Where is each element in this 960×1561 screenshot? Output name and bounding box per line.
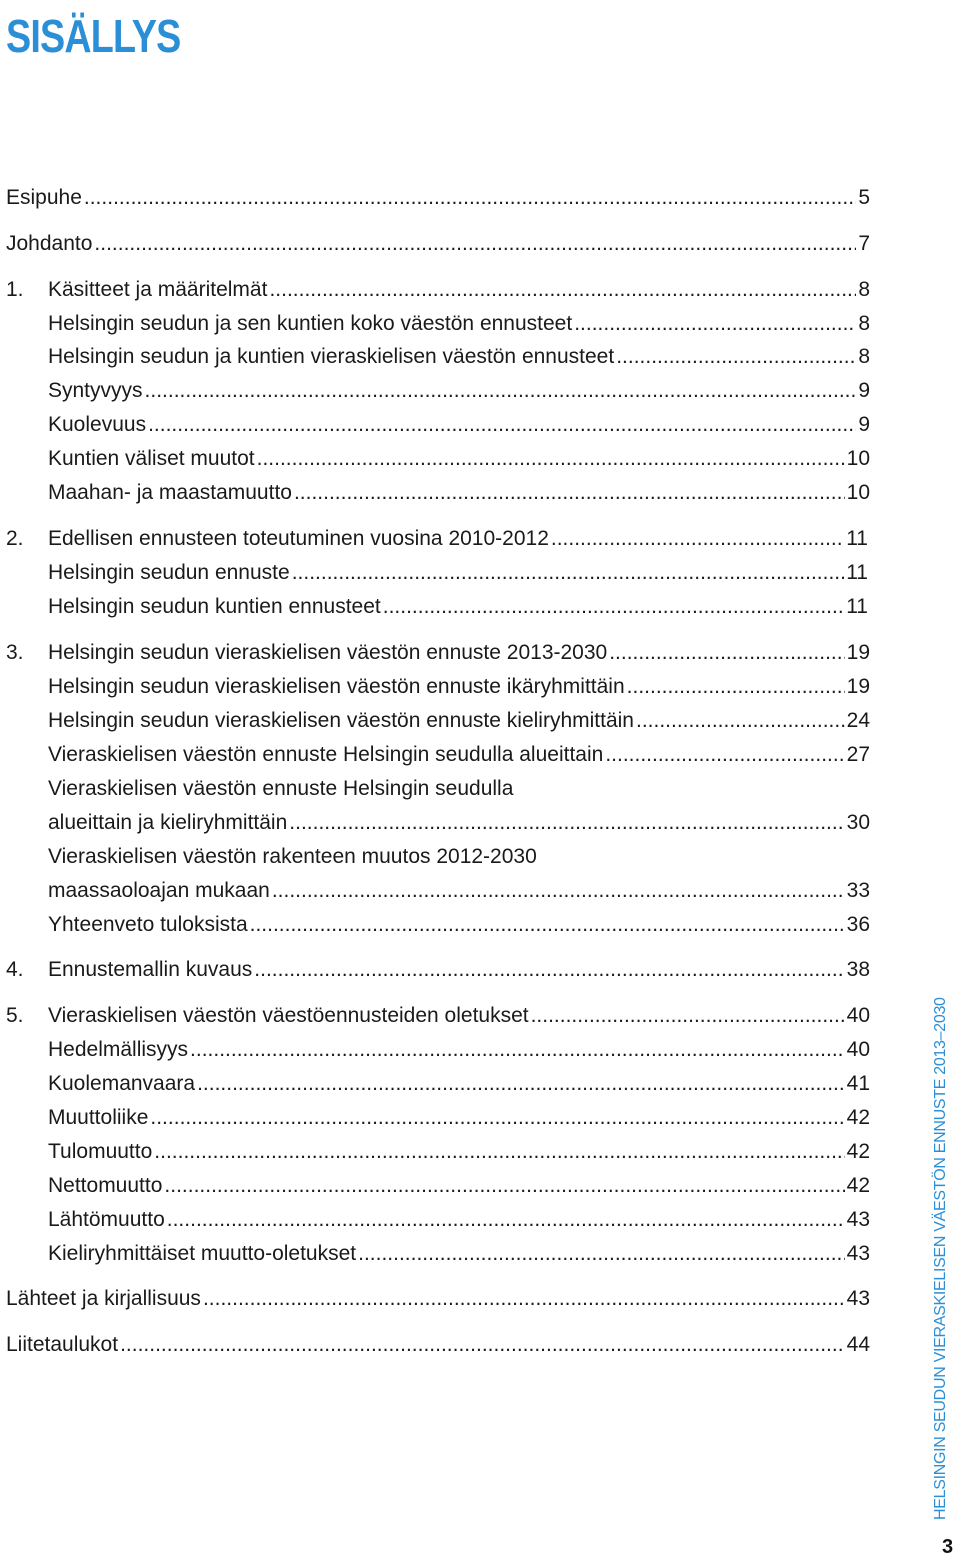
toc-entry-page: 19 [846, 675, 870, 698]
toc-entry-page: 7 [858, 232, 870, 255]
toc-entry[interactable] [48, 1137, 870, 1167]
toc-entry[interactable] [48, 444, 870, 474]
toc-leader-dots [148, 410, 856, 440]
toc-leader-dots [292, 558, 845, 588]
toc-entry-text: Maahan- ja maastamuutto [48, 481, 292, 504]
toc-entry-section-3[interactable] [6, 638, 870, 668]
toc-leader-dots [358, 1239, 845, 1269]
toc-entry[interactable] [48, 910, 870, 940]
toc-entry[interactable] [48, 672, 870, 702]
toc-entry[interactable] [48, 309, 870, 339]
toc-entry[interactable] [48, 1171, 870, 1201]
toc-entry-text: Helsingin seudun ja sen kuntien koko väestön ennusteet [48, 312, 573, 335]
toc-entry-liitetaulukot[interactable] [6, 1330, 870, 1360]
toc-entry-text: Helsingin seudun ennuste [48, 561, 290, 584]
toc-leader-dots [289, 808, 844, 838]
toc-entry-page: 36 [846, 913, 870, 936]
toc-entry[interactable] [48, 740, 870, 770]
toc-entry-text: Muuttoliike [48, 1106, 149, 1129]
toc-entry-number: 4. [6, 958, 24, 981]
toc-entry-text: Vieraskielisen väestön väestöennusteiden oletukset [48, 1004, 529, 1027]
toc-entry-page: 43 [846, 1208, 870, 1231]
toc-entry-page: 43 [846, 1242, 870, 1265]
toc-entry-text: Syntyvyys [48, 379, 143, 402]
toc-leader-dots [294, 478, 845, 508]
toc-entry-number: 1. [6, 278, 24, 301]
toc-entry-first-line[interactable]: Vieraskielisen väestön rakenteen muutos 2012-2030 [48, 845, 537, 868]
toc-entry-page: 30 [846, 811, 870, 834]
toc-leader-dots [154, 1137, 844, 1167]
toc-leader-dots [609, 638, 844, 668]
toc-entry-section-4[interactable] [6, 955, 870, 985]
toc-entry-page: 33 [846, 879, 870, 902]
toc-leader-dots [531, 1001, 845, 1031]
toc-leader-dots [636, 706, 845, 736]
toc-entry-text: Kuntien väliset muutot [48, 447, 255, 470]
toc-entry-text: Hedelmällisyys [48, 1038, 189, 1061]
toc-entry[interactable] [48, 1205, 870, 1235]
toc-entry-text: Edellisen ennusteen toteutuminen vuosina 2010-2012 [48, 527, 549, 550]
toc-entry-text: Helsingin seudun ja kuntien vieraskielisen väestön ennusteet [48, 345, 615, 368]
toc-entry-page: 42 [846, 1140, 870, 1163]
toc-entry-page: 43 [846, 1287, 870, 1310]
toc-leader-dots [150, 1103, 844, 1133]
toc-entry-page: 40 [846, 1004, 870, 1027]
toc-entry-page: 42 [846, 1106, 870, 1129]
toc-entry[interactable] [48, 410, 870, 440]
toc-entry-page: 10 [846, 481, 870, 504]
toc-leader-dots [616, 342, 856, 372]
toc-leader-dots [94, 229, 856, 259]
toc-leader-dots [383, 592, 844, 622]
toc-leader-dots [627, 672, 845, 702]
toc-entry-text: Kuolevuus [48, 413, 147, 436]
toc-entry-page: 19 [846, 641, 870, 664]
toc-entry-text: Yhteenveto tuloksista [48, 913, 248, 936]
toc-entry-johdanto[interactable] [6, 229, 870, 259]
toc-entry-number: 5. [6, 1004, 24, 1027]
toc-entry[interactable] [48, 876, 870, 906]
toc-leader-dots [197, 1069, 845, 1099]
toc-entry[interactable] [48, 376, 870, 406]
toc-leader-dots [145, 376, 857, 406]
toc-entry[interactable] [48, 558, 868, 588]
toc-entry-page: 11 [846, 561, 868, 584]
toc-entry[interactable] [48, 1103, 870, 1133]
toc-entry-text: Tulomuutto [48, 1140, 153, 1163]
toc-entry-page: 42 [846, 1174, 870, 1197]
toc-entry-text: maassaoloajan mukaan [48, 879, 270, 902]
toc-entry-page: 8 [858, 345, 870, 368]
toc-leader-dots [190, 1035, 845, 1065]
toc-leader-dots [167, 1205, 845, 1235]
toc-entry-text: Kuolemanvaara [48, 1072, 196, 1095]
toc-entry[interactable] [48, 1239, 870, 1269]
toc-entry-page: 38 [846, 958, 870, 981]
toc-entry-text: Liitetaulukot [6, 1333, 119, 1356]
toc-entry[interactable] [48, 808, 870, 838]
toc-leader-dots [272, 876, 845, 906]
toc-entry-number: 2. [6, 527, 24, 550]
toc-entry-page: 44 [846, 1333, 870, 1356]
toc-leader-dots [84, 183, 856, 213]
toc-entry-lahteet[interactable] [6, 1284, 870, 1314]
toc-entry[interactable] [48, 592, 868, 622]
toc-entry-text: alueittain ja kieliryhmittäin [48, 811, 288, 834]
toc-leader-dots [254, 955, 844, 985]
toc-entry-page: 40 [846, 1038, 870, 1061]
toc-entry-number: 3. [6, 641, 24, 664]
toc-entry-text: Käsitteet ja määritelmät [48, 278, 268, 301]
toc-entry[interactable] [48, 706, 870, 736]
toc-entry-page: 8 [858, 278, 870, 301]
toc-leader-dots [203, 1284, 845, 1314]
toc-entry-text: Esipuhe [6, 186, 82, 209]
toc-entry-text: Kieliryhmittäiset muutto-oletukset [48, 1242, 357, 1265]
toc-entry[interactable] [48, 1069, 870, 1099]
toc-entry-text: Vieraskielisen väestön ennuste Helsingin seudulla alueittain [48, 743, 604, 766]
toc-entry-page: 11 [846, 595, 868, 618]
toc-entry-first-line[interactable]: Vieraskielisen väestön ennuste Helsingin seudulla [48, 777, 514, 800]
toc-entry-section-2[interactable] [6, 524, 868, 554]
toc-entry-page: 9 [858, 379, 870, 402]
toc-entry-text: Lähteet ja kirjallisuus [6, 1287, 201, 1310]
toc-entry-text: Helsingin seudun vieraskielisen väestön ennuste ikäryhmittäin [48, 675, 625, 698]
toc-leader-dots [269, 275, 856, 305]
toc-entry-page: 8 [858, 312, 870, 335]
toc-leader-dots [250, 910, 845, 940]
toc-entry-page: 10 [846, 447, 870, 470]
toc-entry[interactable] [48, 342, 870, 372]
toc-entry[interactable] [48, 1035, 870, 1065]
page-title: SISÄLLYS [6, 10, 181, 62]
toc-entry-page: 27 [846, 743, 870, 766]
toc-entry[interactable] [48, 478, 870, 508]
page-number: 3 [942, 1536, 954, 1558]
toc-entry-text: Lähtömuutto [48, 1208, 165, 1231]
toc-entry-section-1[interactable] [6, 275, 870, 305]
toc-entry-page: 24 [846, 709, 870, 732]
toc-entry-page: 9 [858, 413, 870, 436]
toc-entry-text: Helsingin seudun kuntien ennusteet [48, 595, 381, 618]
toc-entry-text: Helsingin seudun vieraskielisen väestön ennuste kieliryhmittäin [48, 709, 634, 732]
toc-entry-text: Helsingin seudun vieraskielisen väestön ennuste 2013-2030 [48, 641, 608, 664]
toc-entry-page: 41 [846, 1072, 870, 1095]
toc-entry-page: 11 [846, 527, 868, 550]
toc-entry-esipuhe[interactable] [6, 183, 870, 213]
toc-leader-dots [574, 309, 856, 339]
toc-leader-dots [605, 740, 844, 770]
toc-entry-text: Ennustemallin kuvaus [48, 958, 253, 981]
toc-leader-dots [164, 1171, 844, 1201]
toc-leader-dots [257, 444, 845, 474]
running-header-vertical: HELSINGIN SEUDUN VIERASKIELISEN VÄESTÖN ENNUSTE 2013–2030 [932, 997, 949, 1520]
toc-entry-text: Nettomuutto [48, 1174, 163, 1197]
toc-entry-text: Johdanto [6, 232, 93, 255]
toc-entry-section-5[interactable] [6, 1001, 870, 1031]
toc-leader-dots [551, 524, 844, 554]
toc-leader-dots [120, 1330, 845, 1360]
toc-entry-page: 5 [858, 186, 870, 209]
